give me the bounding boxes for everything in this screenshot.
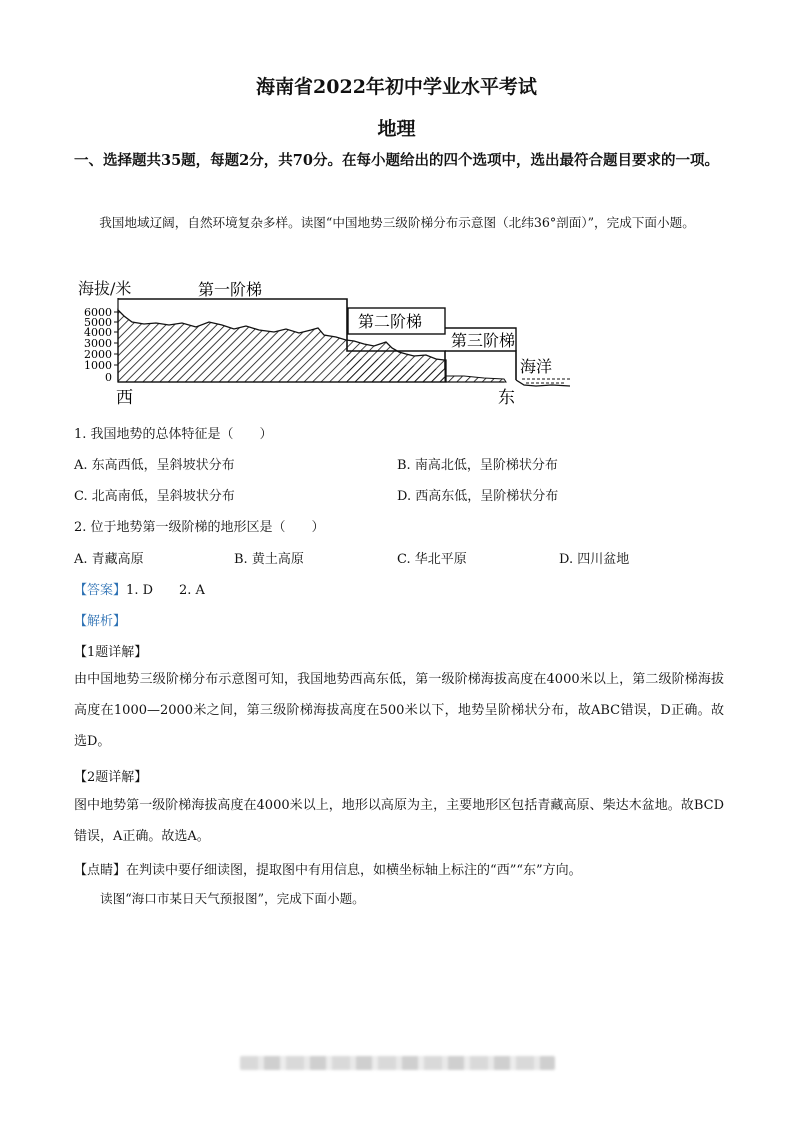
question-2-stem: 2. 位于地势第一级阶梯的地形区是（ ） — [74, 520, 325, 535]
detail-2-text: 图中地势第一级阶梯海拔高度在4000米以上，地形以高原为主，主要地形区包括青藏高原、柴达木盆地。故BCD错误，A正确。故选A。 — [74, 798, 724, 844]
detail-1-text: 由中国地势三级阶梯分布示意图可知，我国地势西高东低，第一级阶梯海拔高度在4000米以上，第二级阶梯海拔高度在1000—2000米之间，第三级阶梯海拔高度在500米以下，地势呈阶梯状分布，故ABC错误，D正确。故选D。 — [74, 672, 724, 749]
east-label: 东 — [498, 388, 515, 407]
y-axis-label: 海拔/米 — [78, 279, 132, 298]
tip-text: 在判读中要仔细读图，提取图中有用信息，如横坐标轴上标注的“西”“东”方向。 — [126, 863, 582, 878]
y-tick: 1000 — [84, 359, 112, 372]
y-tick: 2000 — [84, 348, 112, 361]
step3-label: 第三阶梯 — [451, 331, 516, 350]
step1-label: 第一阶梯 — [198, 280, 263, 299]
exam-title: 海南省2022年初中学业水平考试 — [256, 76, 537, 98]
subject-title: 地理 — [377, 118, 416, 140]
next-intro: 读图“海口市某日天气预报图”，完成下面小题。 — [100, 891, 365, 906]
y-tick: 4000 — [84, 326, 112, 339]
west-label: 西 — [116, 388, 133, 407]
y-tick: 6000 — [84, 306, 112, 319]
terrain-step3-area — [445, 370, 506, 382]
section-heading: 一、选择题共35题，每题2分，共70分。在每小题给出的四个选项中，选出最符合题目要求的一项。 — [74, 152, 719, 169]
question-1-option-d: D. 西高东低，呈阶梯状分布 — [397, 489, 559, 504]
terrain-profile-figure — [74, 272, 584, 407]
tip-label: 点睛 — [87, 863, 114, 878]
answer-text: 1. D 2. A — [126, 583, 205, 598]
analysis-line — [74, 610, 126, 629]
question-1-option-c: C. 北高南低，呈斜坡状分布 — [74, 489, 235, 504]
question-2-option-a: A. 青藏高原 — [74, 552, 144, 567]
y-tick: 0 — [105, 371, 112, 384]
intro-paragraph: 我国地域辽阔，自然环境复杂多样。读图“中国地势三级阶梯分布示意图（北纬36°剖面）”，完成下面小题。 — [99, 215, 695, 230]
question-1-option-a: A. 东高西低，呈斜坡状分布 — [74, 458, 235, 473]
footer-watermark — [240, 1056, 555, 1070]
question-2-option-c: C. 华北平原 — [397, 552, 467, 567]
y-tick: 5000 — [84, 316, 112, 329]
answer-line — [74, 579, 205, 598]
question-1-option-b: B. 南高北低，呈阶梯状分布 — [397, 458, 558, 473]
question-2-option-d: D. 四川盆地 — [559, 552, 630, 567]
question-1-stem: 1. 我国地势的总体特征是（ ） — [74, 427, 273, 442]
sea-label: 海洋 — [520, 357, 553, 376]
question-2-option-b: B. 黄土高原 — [234, 552, 304, 567]
detail-2-label: 【2题详解】 — [74, 770, 148, 785]
answer-tag: 【答案】 — [74, 583, 127, 598]
step2-label: 第二阶梯 — [358, 312, 423, 331]
analysis-tag: 【解析】 — [74, 614, 127, 629]
tip-line: 【点睛】在判读中要仔细读图，提取图中有用信息，如横坐标轴上标注的“西”“东”方向。 — [74, 863, 582, 878]
detail-1-label: 【1题详解】 — [74, 645, 148, 660]
y-tick: 3000 — [84, 337, 112, 350]
